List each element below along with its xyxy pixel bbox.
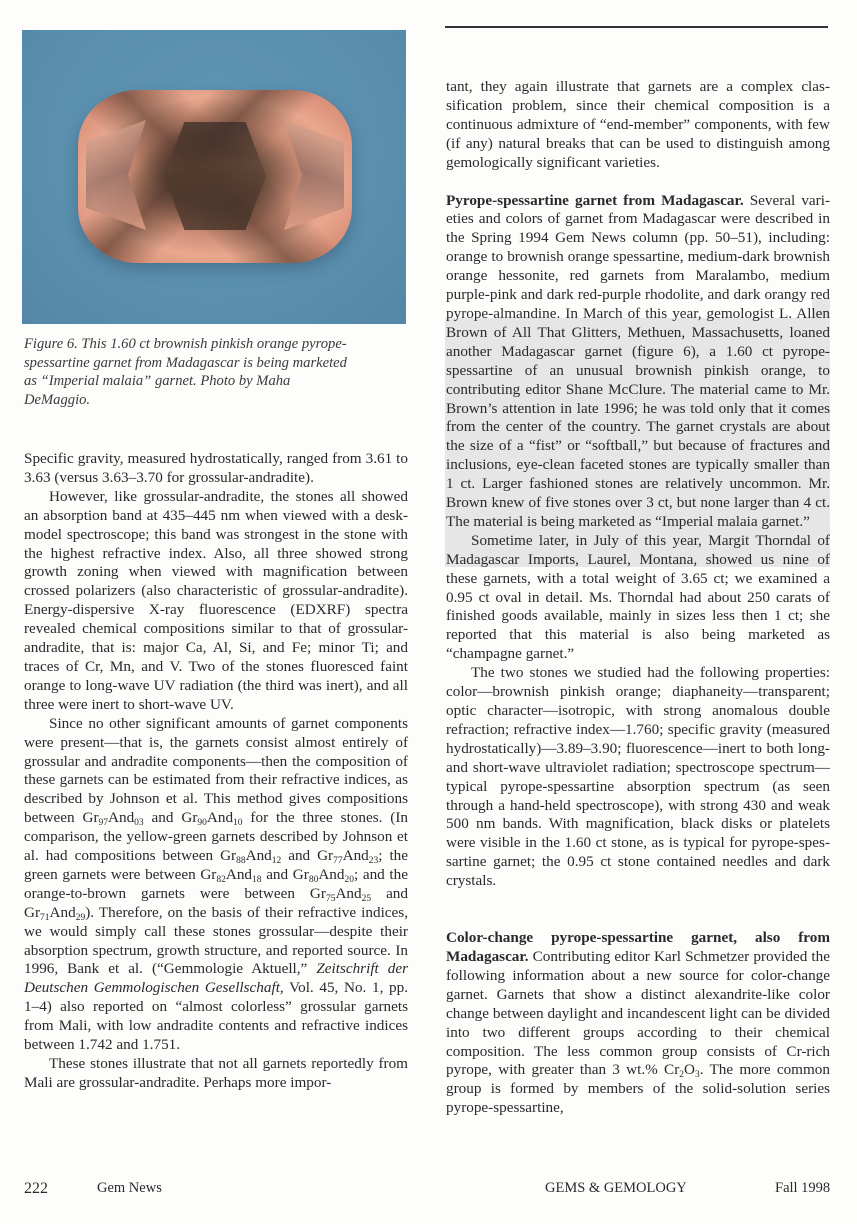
paragraph-properties: The two stones we studied had the following properties: color—brownish pinkish orange; diaphaneity—transparent; optic character—isotropic, with strong anomalous double refraction; refractive index—1.760; specific gravity (measured hydrostatically)—3.89–3.90; fluorescence—inert to both long- and short-wave ultraviolet radiation; spectroscope spectrum—typical pyrope-spessartine absorption spectrum (as seen through a hand-held spectroscope), with strong 430 and weak 500 nm bands. With magnification, black disks or platelets were visible in the 1.60 ct stone, as is typical for pyrope-spessartine garnet; the 0.95 ct stone contained needles and dark crystals.: [446, 664, 830, 890]
paragraph: These stones illustrate that not all garnets reportedly from Mali are grossular-andradite. Perhaps more impor-: [24, 1055, 408, 1091]
section-heading: Pyrope-spessartine garnet from Madagascar.: [446, 191, 744, 209]
figure-caption: Figure 6. This 1.60 ct brownish pinkish orange pyrope-spessartine garnet from Madagascar is being marketed as “Imperial malaia” garnet. Photo by Maha DeMaggio.: [24, 336, 347, 408]
right-column: [446, 78, 830, 1118]
paragraph: However, like grossular-andradite, the stones all showed an absorption band at 435–445 nm when viewed with a desk-model spectroscope; this band was strongest in the stone with the highest refractive index. Also, all three showed strong growth zoning when viewed with magnification between crossed polarizers (also characteristic of grossular-andradite). Energy-dispersive X-ray fluorescence (EDXRF) spectra revealed chemical compositions similar to that of grossular-andradite, that is: major Ca, Al, Si, and Fe; minor Ti; and traces of Cr, Mn, and V. Two of the stones fluoresced faint orange to long-wave UV radiation (the third was inert), and all three were inert to short-wave UV.: [24, 487, 408, 713]
gem-facet-right: [284, 120, 344, 230]
page-number: 222: [24, 1180, 48, 1197]
section-pyrope-spessartine: Pyrope-spessartine garnet from Madagascar. Several varieties and colors of garnet from Madagascar were described in the Spring 1994 Gem News column (pp. 50–51), including: orange to brownish orange spessartine, medium-dark brownish orange hessonite, red garnets from Maralambo, medium purple-pink and dark red-purple rhodolite, and dark orangy red pyrope-almandine. In March of this year, gemologist L. Allen Brown of All That Glitters, Methuen, Massachusetts, loaned another Madagascar garnet (figure 6), a 1.60 ct pyrope-spessartine of an unusual brownish pinkish orange, to contributing editor Shane McClure. The material came to Mr. Brown’s attention in late 1996; he was told only that it comes from the center of the country. The garnet crystals are about the size of a “fist” or “softball,” but because of fractures and inclusions, eye-clean faceted stones are typically smaller than 1 ct. Larger fashioned stones are relatively uncommon. Mr. Brown knew of five stones over 3 ct, but none larger than 4 ct. The material is being marketed as “Imperial malaia garnet.”: [446, 191, 830, 530]
footer-journal-name: GEMS & GEMOLOGY: [545, 1180, 687, 1196]
section-color-change-garnet: Color-change pyrope-spessartine garnet, also from Madagascar. Contributing editor Karl Schmetzer provided the following information about a new source for color-change garnet. Garnets that show a distinct alexandrite-like color change between daylight and incandescent light can be divided into two different groups according to their chemical composition. The less common group consists of Cr-rich pyrope, with greater than 3 wt.% $Cr_2O_3$. The more common group is formed by members of the solid-solution series pyrope-spessartine,: [446, 929, 830, 1117]
paragraph: Specific gravity, measured hydrostatically, ranged from 3.61 to 3.63 (versus 3.63–3.70 for grossular-andradite).: [24, 450, 408, 486]
footer-issue-date: Fall 1998: [775, 1180, 831, 1196]
left-column: [24, 450, 408, 1093]
paragraph-continuation: tant, they again illustrate that garnets are a complex classification problem, since their chemical composition is a continuous admixture of “end-member” components, with few (if any) natural breaks that can be used to distinguish among gemologically significant varieties.: [446, 78, 830, 171]
section-heading: Color-change pyrope-spessartine garnet, also from Madagascar.: [446, 929, 830, 965]
paragraph: Sometime later, in July of this year, Margit Thorndal of Madagascar Imports, Laurel, Montana, showed us nine of these garnets, with a total weight of 3.65 ct; we examined a 0.95 ct oval in detail. Ms. Thorndal had about 250 carats of finished goods available, mainly in sizes less then 1 ct; she reported that this material is also being marketed as “champagne garnet.”: [446, 531, 830, 663]
gem-facet-left: [86, 120, 146, 230]
journal-title: Zeitschrift der Deutschen Gemmologischen Gesellschaft: [24, 960, 408, 997]
highlighted-text: In March of this year, gemologist L. Allen Brown of All That Glitters, Methuen, Massachusetts, loaned another Madagascar garnet (figure 6), a 1.60 ct pyrope-spessartine of an unusual brownish pinkish orange, to contributing editor Shane McClure. The material came to Mr. Brown’s attention in late 1996; he was told only that it comes from the center of the country. The garnet crystals are about the size of a “fist” or “softball,” but because of fractures and inclusions, eye-clean faceted stones are typically smaller than 1 ct. Larger fashioned stones are relatively uncommon. Mr. Brown knew of five stones over 3 ct, but none larger than 4 ct. The material is being marketed as “Imperial malaia garnet.”: [446, 304, 830, 530]
garnet-gem-image: [78, 90, 352, 263]
footer-section-name: Gem News: [97, 1180, 162, 1196]
header-rule-divider: [445, 26, 828, 28]
gem-table-facet: [164, 122, 266, 230]
paragraph-compositions: Since no other significant amounts of garnet components were present—that is, the garnets consist almost entirely of grossular and andradite components—then the composition of these garnets can be estimated from their refractive indices, as described by Johnson et al. This method gives compositions between $Gr_{97}And_{03}$ and $Gr_{90}And_{10}$ for the three stones. (In comparison, the yellow-green garnets described by Johnson et al. had compositions between $Gr_{88}And_{12}$ and $Gr_{77}And_{23}$; the green garnets were between $Gr_{82}And_{18}$ and $Gr_{80}And_{20}$; and the orange-to-brown garnets were between $Gr_{75}And_{25}$ and $Gr_{71}And_{29}$). Therefore, on the basis of their refractive indices, we would simply call these stones grossular—despite their absorption spectrum, growth structure, and reported source. In 1996, Bank et al. (“Gemmologie Aktuell,” Zeitschrift der Deutschen Gemmologischen Gesellschaft, Vol. 45, No. 1, pp. 1–4) also reported on “almost colorless” grossular garnets from Mali, with low andradite contents and refractive indices between 1.742 and 1.751.: [24, 714, 409, 1054]
figure-6-photo: [22, 30, 406, 324]
